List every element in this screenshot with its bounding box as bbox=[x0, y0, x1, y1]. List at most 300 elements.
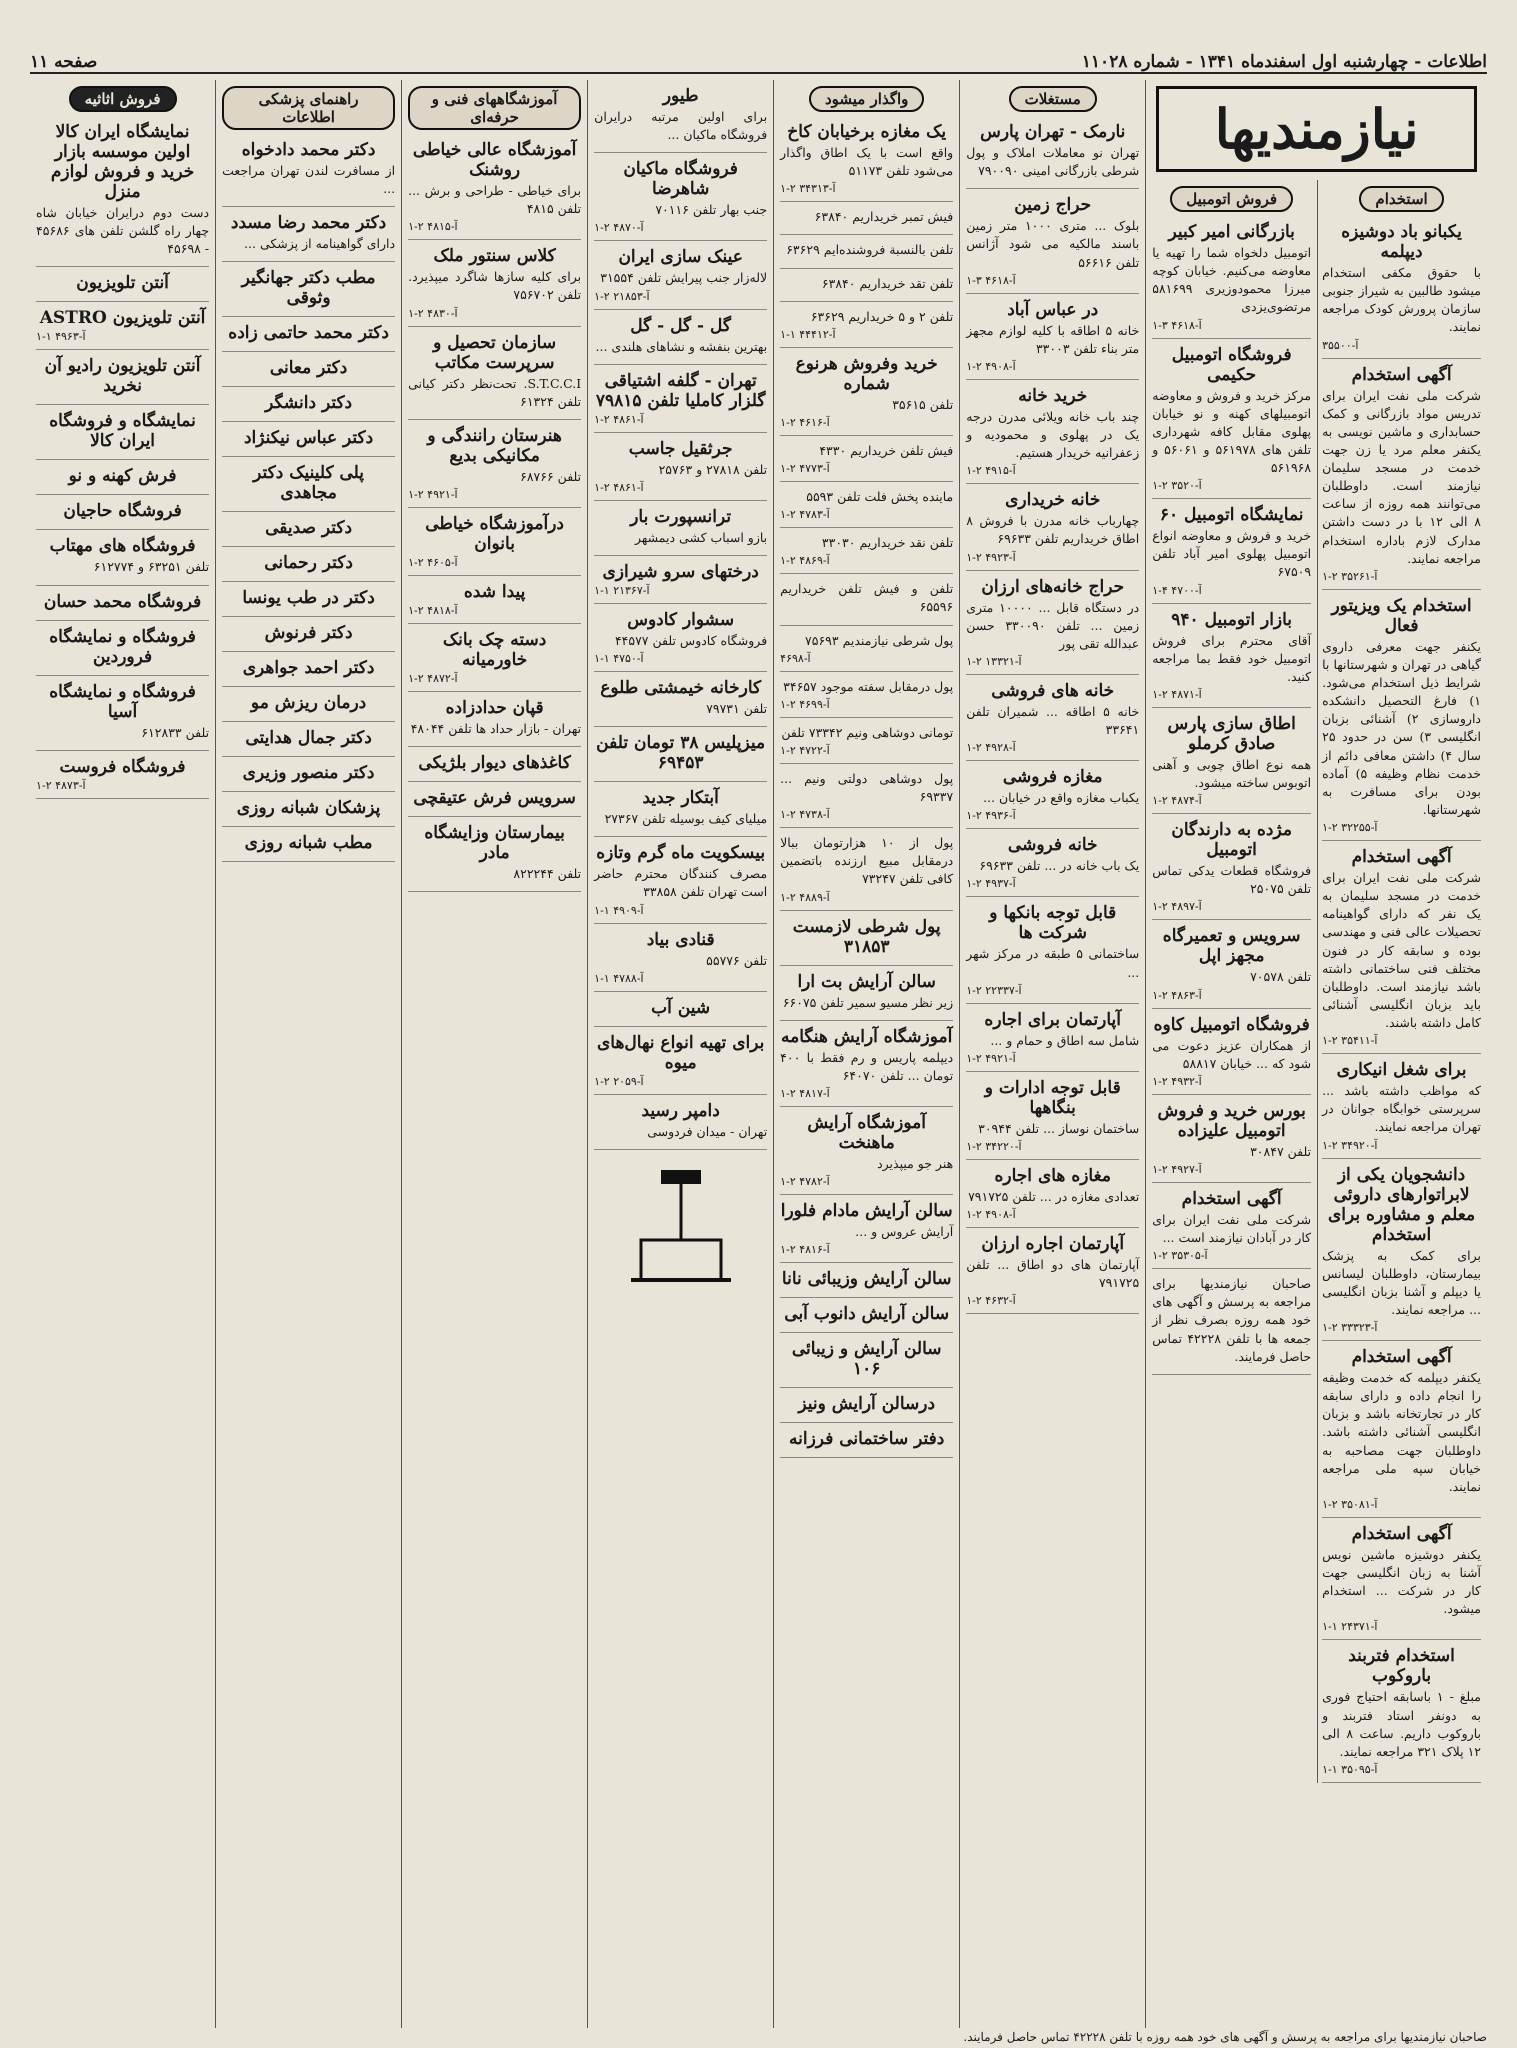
column-1 bbox=[1145, 80, 1487, 2028]
ad-code: آ-۴۸۱۵ ۲-۱ bbox=[408, 220, 458, 234]
ad-code: آ-۴۹۳۷ ۲-۱ bbox=[966, 877, 1016, 891]
classified-ad bbox=[222, 387, 395, 422]
ad-title: خانه های فروشی bbox=[991, 680, 1115, 701]
ad-title: خانه فروشی bbox=[1007, 835, 1098, 856]
classified-ad bbox=[966, 1072, 1139, 1160]
classified-ad bbox=[780, 202, 953, 235]
ad-title: سالن آرایش دانوب آبی bbox=[784, 1304, 950, 1325]
ad-text: پول درمقابل سفته موجود ۳۴۶۵۷ bbox=[783, 678, 954, 694]
classified-ad bbox=[780, 235, 953, 268]
ad-title: دکتر محمد حاتمی زاده bbox=[228, 323, 389, 344]
classified-ad bbox=[966, 1160, 1139, 1228]
classified-ad bbox=[222, 262, 395, 317]
classified-ad bbox=[780, 1333, 953, 1388]
ad-title: درختهای سرو شیرازی bbox=[602, 561, 759, 582]
ad-title: یکبانو باد دوشیزه دیپلمه bbox=[1341, 222, 1462, 262]
classified-ad bbox=[966, 897, 1139, 1003]
ad-title: بورس خرید و فروش اتومبیل علیزاده bbox=[1157, 1100, 1306, 1141]
ad-text: تعدادی مغازه در ... تلفن ۷۹۱۷۲۵ bbox=[968, 1188, 1140, 1204]
ad-code: آ-۴۷۷۳ ۲-۱ bbox=[780, 462, 830, 475]
ad-text: بهترین بنفشه و نشاهای هلندی ... bbox=[595, 338, 768, 354]
ad-title: نمایشگاه و فروشگاه ایران کالا bbox=[49, 411, 196, 452]
ad-code: آ-۴۷۲۲ ۲-۱ bbox=[780, 743, 830, 757]
ad-code: آ-۴۶۹۸ bbox=[780, 651, 811, 665]
ad-text: شامل سه اطاق و حمام و ... bbox=[990, 1032, 1140, 1048]
misc-list bbox=[594, 80, 767, 1150]
ad-title: درمان ریزش مو bbox=[250, 693, 367, 714]
ad-text: تهران - بازار حداد ها تلفن ۴۸۰۴۴ bbox=[410, 720, 582, 736]
classified-ad bbox=[1152, 499, 1311, 603]
car-sales-list bbox=[1152, 216, 1311, 1375]
ad-text: فیش تلفن خریداریم ۴۳۳۰ bbox=[819, 442, 954, 458]
ad-code: آ-۴۹۳۶ ۲-۱ bbox=[966, 809, 1016, 823]
ad-code: آ-۳۵۳۰۵ ۲-۱ bbox=[1152, 1249, 1208, 1263]
ad-text: پول شرطی نیازمندیم ۷۵۶۹۳ bbox=[805, 632, 954, 648]
ad-text: یک باب خانه در ... تلفن ۶۹۶۳۳ bbox=[979, 858, 1140, 874]
ad-text: پول از ۱۰ هزارتومان ببالا درمقابل مبیع ارزنده باتضمین کافی تلفن ۷۳۲۴۷ bbox=[780, 835, 954, 887]
classified-ad bbox=[408, 240, 581, 326]
classified-ad bbox=[36, 676, 209, 751]
ad-text: فروشگاه قطعات یدکی تماس تلفن ۲۵۰۷۵ bbox=[1152, 863, 1312, 897]
classified-ad bbox=[222, 687, 395, 722]
ad-title: آموزشگاه آرایش هنگامه bbox=[781, 1026, 953, 1047]
classified-ad bbox=[780, 1298, 953, 1333]
ad-title: بازرگانی امیر کبیر bbox=[1168, 222, 1295, 242]
classified-ad bbox=[966, 189, 1139, 293]
ad-text: دیپلمه پاریس و رم فقط با ۴۰۰ تومان ... تلفن ۶۴۰۷۰ bbox=[780, 1049, 954, 1083]
ad-title: دکتر منصور وزیری bbox=[242, 763, 375, 784]
ad-text: صاحبان نیازمندیها برای مراجعه به پرسش و آگهی های خود همه روزه بصرف نظر از جمعه ها با تلفن ۴۲۲۲۸ تماس حاصل فرمایند. bbox=[1152, 1276, 1312, 1364]
ad-code: آ-۳۵۰۸۱ ۲-۱ bbox=[1322, 1497, 1378, 1511]
classified-ad bbox=[36, 116, 209, 267]
ad-title: پزشکان شبانه روزی bbox=[236, 798, 381, 819]
classified-ad bbox=[780, 1388, 953, 1423]
ad-text: جنب بهار تلفن ۷۰۱۱۶ bbox=[655, 202, 768, 218]
classified-ad bbox=[36, 350, 209, 405]
ad-title: دکتر رحمانی bbox=[264, 553, 353, 574]
classified-ad bbox=[408, 327, 581, 420]
ad-code: آ-۴۹۳۲ ۲-۱ bbox=[1152, 1074, 1202, 1088]
ad-title: بیمارستان وزایشگاه مادر bbox=[424, 823, 565, 863]
ad-title: آنتن تلویزیون bbox=[76, 273, 169, 294]
column-doctors bbox=[215, 80, 401, 2028]
ad-text: تلفن ۲۷۸۱۸ و ۲۵۷۶۳ bbox=[658, 461, 768, 477]
ad-title: سالن آرایش وزیبائی نانا bbox=[781, 1269, 952, 1290]
ad-text: که مواظب داشته باشد ... سرپرستی خوابگاه جوانان در تهران مراجعه نمایند. bbox=[1322, 1083, 1481, 1135]
ad-title: قابل توجه بانکها و شرکت ها bbox=[989, 903, 1117, 944]
issue-line: اطلاعات - چهارشنبه اول اسفندماه ۱۳۴۱ - شماره ۱۱۰۲۸ bbox=[1081, 52, 1487, 72]
ad-text: دست دوم درایران خیابان شاه چهار راه گلشن تلفن های ۴۵۶۸۶ - ۴۵۶۹۸ bbox=[36, 205, 210, 257]
column-misc bbox=[587, 80, 773, 2028]
classified-ad bbox=[408, 624, 581, 692]
ad-code: آ-۴۸۶۱ ۲-۱ bbox=[594, 412, 644, 426]
ad-code: آ-۴۸۶۱ ۲-۱ bbox=[594, 480, 644, 494]
ad-code: آ-۴۸۹۷ ۲-۱ bbox=[1152, 900, 1202, 914]
ad-code: آ-۳۳۳۲۳ ۲-۱ bbox=[1322, 1321, 1378, 1334]
ad-code: آ-۴۸۱۸ ۲-۱ bbox=[408, 603, 458, 617]
ad-text: شرکت ملی نفت ایران برای تدریس مواد بازرگانی و کمک حسابداری و ماشین نویسی به یکنفر معلم مرد یا زن جهت خدمت در مسجد سلیمان نیازمند است. داوطلبان می‌توانند همه روزه از ساعت ۸ الی ۱۲ با در دست داشتن مدارک لازم باداره استخدام مراجعه نمایند. bbox=[1322, 387, 1481, 566]
ad-text: مبلغ - ۱ باسابقه احتیاج فوری به دونفر استاد فتربند و باروکوب داریم. ساعت ۸ الی ۱۲ پلاک ۳۲۱ مراجعه نمایند. bbox=[1322, 1689, 1481, 1759]
ad-text: یکباب مغازه واقع در خیابان ... bbox=[983, 790, 1140, 806]
ad-title: فروشگاه و نمایشگاه آسیا bbox=[49, 681, 196, 722]
ad-text: آپارتمان های دو اطاق ... تلفن ۷۹۱۷۲۵ bbox=[966, 1257, 1140, 1291]
ad-text: یکنفر دیپلمه که خدمت وظیفه را انجام داده و دارای سابقه کار در تجارتخانه باشد و بزبان انگلیسی آشنائی داشته باشد. داوطلبان جهت مصاحبه به خیابان سپه ملی مراجعه نمایند. bbox=[1322, 1370, 1481, 1494]
ad-title: دکتر عباس نیکنژاد bbox=[243, 428, 374, 449]
classified-ad bbox=[594, 672, 767, 727]
ad-title: دکتر فرنوش bbox=[264, 623, 353, 644]
ad-code: آ-۲۱۸۵۳ ۲-۱ bbox=[594, 289, 650, 303]
ad-text: تلفن بالنسبة فروشنده‌ایم ۶۳۶۲۹ bbox=[786, 242, 954, 258]
classified-ad bbox=[408, 420, 581, 508]
classified-ad bbox=[780, 718, 953, 764]
ad-text: تلفن ۲ و ۵ خریداریم ۶۳۶۲۹ bbox=[810, 308, 954, 324]
ad-title: درسالن آرایش ونیز bbox=[798, 1394, 936, 1415]
ad-title: سازمان تحصیل و سرپرست مکاتب bbox=[433, 332, 557, 373]
ad-title: خانه خریداری bbox=[1005, 490, 1101, 511]
ad-text: شرکت ملی نفت ایران برای خدمت در مسجد سلیمان به یک نفر که دارای گواهینامه تحصیلات عالی فنی و مهندسی بوده و سابقه کار در فنون مختلف فنی ساختمانی داشته باشد نیازمند است. داوطلبان باید بزبان انگلیسی آشنائی کامل داشته باشند. bbox=[1322, 870, 1481, 1030]
classified-ad bbox=[1322, 590, 1481, 841]
transfer-list bbox=[780, 116, 953, 1458]
classified-ad bbox=[780, 348, 953, 436]
ad-code: آ-۴۸۷۰ ۲-۱ bbox=[594, 221, 644, 235]
ad-code: آ-۴۹۲۷ ۲-۱ bbox=[1152, 1162, 1202, 1176]
furniture-list bbox=[36, 116, 209, 799]
ad-code: آ-۲۲۳۳۷ ۲-۱ bbox=[966, 983, 1022, 997]
scale-icon bbox=[611, 1160, 751, 1300]
classified-ad bbox=[780, 1195, 953, 1263]
classified-ad bbox=[780, 911, 953, 966]
classified-ad bbox=[594, 992, 767, 1027]
ad-title: کلاس سنتور ملک bbox=[433, 246, 556, 267]
classified-ad bbox=[780, 1423, 953, 1458]
ad-text: چند باب خانه ویلائی مدرن درجه یک در پهلوی و محمودیه و زعفرانیه خریدار هستیم. bbox=[966, 408, 1140, 461]
classified-ad bbox=[1152, 1095, 1311, 1183]
ad-code: آ-۴۸۷۴ ۲-۱ bbox=[1152, 794, 1202, 808]
columns bbox=[30, 80, 1487, 2028]
classified-ad bbox=[780, 302, 953, 348]
classified-ad bbox=[594, 924, 767, 992]
column-furniture bbox=[30, 80, 215, 2028]
ad-code: آ-۲۱۳۶۷ ۱-۱ bbox=[594, 583, 650, 597]
footer-note: صاحبان نیازمندیها برای مراجعه به پرسش و آگهی های خود همه روزه با تلفن ۴۲۲۲۸ تماس حاصل فرمایند. bbox=[963, 2030, 1487, 2044]
ad-title: آموزشگاه آرایش ماهنخت bbox=[807, 1112, 926, 1153]
classified-ad bbox=[966, 380, 1139, 484]
ad-text: تهران - میدان فردوسی bbox=[647, 1123, 768, 1139]
classified-ad bbox=[780, 1107, 953, 1195]
ad-code: آ-۳۵۲۰ ۲-۱ bbox=[1152, 479, 1202, 493]
ad-title: مطب دکتر جهانگیر وثوقی bbox=[241, 268, 376, 309]
ad-code: آ-۴۹۲۳ ۲-۱ bbox=[966, 550, 1016, 564]
ad-text: برای کلیه سازها شاگرد میپذیرد. تلفن ۷۵۶۷۰۲ bbox=[408, 269, 582, 303]
ad-title: مژده به دارندگان اتومبیل bbox=[1171, 820, 1292, 861]
ad-title: عینک سازی ایران bbox=[618, 247, 743, 268]
section-schools: آموزشگاههای فنی و حرفه‌ای bbox=[408, 86, 581, 130]
classified-ad bbox=[966, 1228, 1139, 1314]
ad-code: آ-۴۴۴۱۲ ۱-۱ bbox=[780, 327, 836, 341]
classified-ad bbox=[780, 436, 953, 482]
ad-title: بیسکویت ماه گرم وتازه bbox=[596, 843, 766, 864]
section-car-sales: فروش اتومبیل bbox=[1170, 186, 1293, 212]
classified-ad bbox=[222, 757, 395, 792]
classified-ad bbox=[1152, 708, 1311, 814]
ad-title: سشوار کادوس bbox=[627, 609, 735, 630]
ad-title: آپارتمان اجاره ارزان bbox=[981, 1234, 1125, 1254]
ad-code: آ-۴۹۶۳ ۱-۱ bbox=[36, 330, 86, 344]
ad-code: آ-۴۹۰۸ ۲-۱ bbox=[966, 359, 1016, 373]
ad-code: آ-۴۸۶۳ ۲-۱ bbox=[1152, 988, 1202, 1002]
ad-code: آ-۴۷۵۰ ۱-۱ bbox=[594, 652, 644, 665]
classified-ad bbox=[594, 556, 767, 604]
ad-title: در عباس آباد bbox=[1007, 299, 1099, 320]
section-property: مستغلات bbox=[1009, 86, 1097, 112]
column-transfer bbox=[773, 80, 959, 2028]
schools-list bbox=[408, 134, 581, 892]
ad-text: خانه ۵ اطاقه ... شمیران تلفن ۳۳۶۴۱ bbox=[966, 703, 1140, 737]
ad-title: خرید وفروش هرنوع شماره bbox=[795, 353, 938, 394]
ad-title: پول شرطی لازمست ۳۱۸۵۳ bbox=[792, 916, 941, 957]
ad-code: آ-۴۸۶۹ ۲-۱ bbox=[780, 554, 830, 568]
ad-title: فروشگاه اتومبیل حکیمی bbox=[1171, 344, 1292, 385]
ad-title: فروشگاه اتومبیل کاوه bbox=[1153, 1014, 1310, 1035]
ad-code: آ-۴۸۷۳ ۲-۱ bbox=[36, 778, 86, 792]
classified-ad bbox=[594, 837, 767, 923]
classified-ad bbox=[966, 484, 1139, 570]
classified-ad bbox=[36, 460, 209, 495]
ad-text: ماینده پخش فلت تلفن ۵۵۹۳ bbox=[806, 489, 954, 504]
ad-title: کاغذهای دیوار بلژیکی bbox=[418, 753, 571, 773]
ad-text: تلفن ۳۵۶۱۵ bbox=[892, 396, 954, 412]
ad-title: فروشگاه فروست bbox=[59, 756, 186, 777]
ad-title: استخدام یک ویزیتور فعال bbox=[1331, 595, 1472, 636]
classified-ad bbox=[780, 482, 953, 528]
ad-title: دسته چک بانک خاورمیانه bbox=[442, 629, 547, 670]
classified-ad bbox=[780, 528, 953, 574]
ad-text: چهارباب خانه مدرن با فروش ۸ اطاق خریداریم تلفن ۶۹۶۳۳ bbox=[966, 513, 1140, 547]
classified-ad bbox=[408, 134, 581, 240]
classified-ad bbox=[408, 782, 581, 817]
classified-ad bbox=[1152, 339, 1311, 500]
ad-title: سرویس و تعمیرگاه مجهز اپل bbox=[1162, 926, 1301, 967]
ad-code: آ-۴۹۰۸ ۲-۱ bbox=[966, 1208, 1016, 1221]
classified-ad bbox=[966, 294, 1139, 380]
ad-title: دفتر ساختمانی فرزانه bbox=[789, 1429, 945, 1450]
ad-text: تلفن ۷۹۷۳۱ bbox=[706, 701, 768, 716]
ad-code: آ-۳۴۳۱۳ ۲-۱ bbox=[780, 182, 836, 196]
ad-title: فروشگاه حاجیان bbox=[63, 501, 182, 522]
ad-text: مرکز خرید و فروش و معاوضه اتومبیلهای کهنه و نو خیابان پهلوی مقابل کافه شهرداری تلفن های ۵۶۱۹۷۸ و ۵۶۰۶۱ و ۵۶۱۹۶۸ bbox=[1152, 387, 1312, 475]
ad-title: سالن آرایش و زیبائی ۱۰۶ bbox=[791, 1339, 942, 1380]
ad-text: خانه ۵ اطاقه با کلیه لوازم مجهز متر بناء تلفن ۳۳۰۰۳ bbox=[966, 322, 1140, 356]
classified-ad bbox=[222, 722, 395, 757]
classified-ad bbox=[408, 692, 581, 747]
ad-code: آ-۴۶۱۶ ۲-۱ bbox=[780, 415, 830, 429]
ad-text: تلفن ۶۳۲۵۱ و ۶۱۲۷۷۴ bbox=[93, 559, 210, 575]
classified-ad bbox=[966, 1004, 1139, 1072]
ad-title: ترانسپورت بار bbox=[630, 506, 732, 527]
ad-title: قابل توجه ادارات و بنگاهها bbox=[984, 1077, 1121, 1118]
classified-ad bbox=[36, 530, 209, 585]
ad-title: آگهی استخدام bbox=[1351, 847, 1452, 867]
classified-ad bbox=[966, 675, 1139, 761]
ad-text: با حقوق مکفی استخدام میشود طالبین به شیراز جنوبی سازمان پرورش کودک مراجعه نمایند. bbox=[1322, 265, 1481, 335]
ad-code: آ-۳۵۵۰۰ bbox=[1322, 338, 1359, 352]
ad-title: برای شغل انیکاری bbox=[1336, 1060, 1467, 1081]
ad-code: آ-۲۰۵۹ ۲-۱ bbox=[594, 1074, 644, 1088]
ad-text: تلفن ۸۲۲۲۴۴ bbox=[513, 866, 582, 881]
classified-ad bbox=[222, 352, 395, 387]
ad-title: اطاق سازی پارس صادق کرملو bbox=[1167, 713, 1296, 754]
classified-ad bbox=[408, 508, 581, 576]
ad-code: آ-۴۶۰۵ ۲-۱ bbox=[408, 555, 458, 569]
ad-title: فروشگاه ماکیان شاهرضا bbox=[623, 159, 738, 200]
classified-ad bbox=[222, 582, 395, 617]
ad-title: آگهی استخدام bbox=[1181, 1188, 1282, 1209]
ad-title: دکتر احمد جواهری bbox=[242, 658, 375, 679]
classified-ad bbox=[780, 269, 953, 302]
ad-title: برای تهیه انواع نهال‌های میوه bbox=[596, 1032, 765, 1073]
ad-text: فیش تمبر خریداریم ۶۳۸۴۰ bbox=[814, 209, 954, 225]
ad-text: از مسافرت لندن تهران مراجعت ... bbox=[222, 163, 396, 197]
ad-code: آ-۳۲۲۵۵ ۲-۱ bbox=[1322, 821, 1378, 834]
ad-text: پول دوشاهی دولتی ونیم ... ۶۹۳۳۷ bbox=[780, 770, 954, 804]
ad-text: تلفن ۷۰۵۷۸ bbox=[1250, 969, 1312, 985]
ad-title: هنرستان رانندگی و مکانیکی بدیع bbox=[427, 425, 562, 466]
ad-code: آ-۴۹۱۵ ۲-۱ bbox=[966, 464, 1016, 478]
ad-title: کارخانه خیمشتی طلوع bbox=[600, 678, 762, 698]
ad-title: یک مغازه برخیابان کاخ bbox=[787, 122, 947, 142]
ad-code: آ-۴۸۸۹ ۲-۱ bbox=[780, 890, 830, 904]
classified-ad bbox=[594, 433, 767, 501]
classified-ad bbox=[1152, 1269, 1311, 1375]
classified-ad bbox=[222, 422, 395, 457]
classified-ad bbox=[780, 1021, 953, 1107]
ad-text: تلفن ۵۵۷۷۶ bbox=[706, 952, 768, 968]
classified-ad bbox=[780, 574, 953, 625]
ad-text: آقای محترم برای فروش اتومبیل خود فقط بما مراجعه کنید. bbox=[1152, 632, 1312, 684]
ad-text: برای خیاطی - طراحی و برش ... تلفن ۴۸۱۵ bbox=[408, 183, 582, 217]
ad-title: گل - گل - گل bbox=[630, 315, 731, 336]
classified-ad bbox=[594, 80, 767, 153]
ad-title: تهران - گلفه اشتیاقی گلزار کاملیا تلفن ۷۹۸۱۵ bbox=[595, 370, 766, 411]
ad-title: قپان حدادزاده bbox=[445, 697, 544, 718]
ad-title: حراج خانه‌های ارزان bbox=[981, 576, 1125, 597]
property-list bbox=[966, 116, 1139, 1314]
doctors-list bbox=[222, 134, 395, 862]
ad-text: خرید و فروش و معاوضه انواع اتومبیل پهلوی امیر آباد تلفن ۶۷۵۰۹ bbox=[1152, 528, 1312, 580]
ad-title: فروشگاه محمد حسان bbox=[43, 591, 202, 612]
ad-title: دکتر معانی bbox=[269, 358, 348, 379]
ad-code: آ-۴۸۷۱ ۲-۱ bbox=[1152, 687, 1202, 701]
ad-code: آ-۳۵۰۹۵ ۱-۱ bbox=[1322, 1762, 1378, 1776]
ad-code: آ-۴۶۹۹ ۲-۱ bbox=[780, 697, 830, 711]
classified-ad bbox=[36, 495, 209, 530]
classified-ad bbox=[36, 302, 209, 350]
classified-ad bbox=[222, 547, 395, 582]
classified-ad bbox=[966, 571, 1139, 675]
ad-text: بلوک ... متری ۱۰۰۰ متر زمین باسند مالکیه می شود آژانس تلفن ۵۶۶۱۶ bbox=[966, 218, 1140, 270]
ad-title: سالن آرایش مادام فلورا bbox=[780, 1201, 953, 1221]
classified-ad bbox=[36, 586, 209, 621]
ad-title: دکتر محمد رضا مسدد bbox=[230, 213, 387, 234]
classified-ad bbox=[966, 116, 1139, 189]
classified-ad bbox=[780, 764, 953, 828]
ad-title: آگهی استخدام bbox=[1351, 1523, 1452, 1544]
classified-ad bbox=[222, 317, 395, 352]
ad-text: ساختمان نوساز ... تلفن ۳۰۹۴۴ bbox=[978, 1120, 1140, 1136]
ad-text: مصرف کنندگان محترم حاضر است تهران تلفن ۳۳۸۵۸ bbox=[594, 866, 768, 900]
ad-title: پیدا شده bbox=[463, 581, 526, 602]
ad-text: تلفن ۶۸۷۶۶ bbox=[520, 468, 582, 484]
ad-code: آ-۴۸۳۰ ۲-۱ bbox=[408, 306, 458, 320]
ad-title: مغازه های اجاره bbox=[994, 1165, 1111, 1186]
classified-ad bbox=[36, 621, 209, 676]
ad-text: تلفن ۶۱۲۸۳۳ bbox=[141, 724, 210, 740]
ad-code: آ-۳۴۹۲۰ ۲-۱ bbox=[1322, 1138, 1378, 1152]
classified-ad bbox=[1322, 1640, 1481, 1783]
classified-ad bbox=[36, 405, 209, 460]
ad-code: آ-۴۷۰۰ ۴-۱ bbox=[1152, 583, 1202, 597]
ad-title: مغازه فروشی bbox=[1002, 767, 1103, 788]
ad-title: دانشجویان یکی از لابراتوارهای داروئی معلم و مشاوره برای استخدام bbox=[1327, 1164, 1476, 1245]
classified-ad bbox=[594, 365, 767, 433]
ad-code: آ-۴۸۷۲ ۲-۱ bbox=[408, 671, 458, 685]
ad-code: آ-۴۹۲۱ ۲-۱ bbox=[408, 487, 458, 501]
ad-text: اتومبیل دلخواه شما را تهیه یا معاوضه می‌کنیم. خیابان کوچه میرزا محمودوزیری ۵۸۱۶۹۹ مرتضوی‌یزدی bbox=[1152, 245, 1312, 315]
ad-title: آپارتمان برای اجاره bbox=[984, 1009, 1121, 1030]
column-property bbox=[959, 80, 1145, 2028]
ad-text: ساختمانی ۵ طبقه در مرکز شهر ... bbox=[966, 946, 1140, 980]
ad-title: آگهی استخدام bbox=[1351, 364, 1452, 385]
ad-title: سرویس فرش عتیقچی bbox=[413, 788, 576, 808]
ad-code: آ-۴۷۸۲ ۲-۱ bbox=[780, 1175, 830, 1188]
classified-ad bbox=[966, 761, 1139, 829]
ad-code: آ-۲۴۳۷۱ ۱-۱ bbox=[1322, 1620, 1378, 1634]
classified-ad bbox=[222, 652, 395, 687]
ad-title: نمایشگاه اتومبیل ۶۰ bbox=[1159, 505, 1304, 526]
classified-ad bbox=[594, 782, 767, 837]
classified-ad bbox=[222, 617, 395, 652]
classified-ad bbox=[594, 310, 767, 365]
classified-ad bbox=[1152, 604, 1311, 708]
ad-title: درآموزشگاه خیاطی بانوان bbox=[425, 513, 564, 554]
ad-code: آ-۳۴۲۲۰ ۲-۱ bbox=[966, 1139, 1022, 1153]
classified-ad bbox=[780, 828, 953, 910]
ad-text: یکنفر دوشیزه ماشین نویس آشنا به زبان انگلیسی جهت کار در شرکت ... استخدام میشود. bbox=[1322, 1546, 1481, 1617]
ad-text: تلفن تقد خریداریم ۶۳۸۴۰ bbox=[821, 275, 954, 291]
section-furniture: فروش اثاثیه bbox=[69, 86, 177, 112]
ad-code: آ-۳۵۲۶۱ ۲-۱ bbox=[1322, 569, 1378, 583]
ad-title: خرید خانه bbox=[1018, 385, 1088, 406]
ad-code: آ-۴۹۲۸ ۲-۱ bbox=[966, 741, 1016, 755]
ad-code: آ-۴۶۱۸ ۳-۱ bbox=[1152, 318, 1202, 332]
ad-code: آ-۳۵۴۱۱ ۲-۱ bbox=[1322, 1034, 1378, 1048]
ad-text: یکنفر جهت معرفی داروی گیاهی در تهران و شهرستانها با شرایط ذیل استخدام می‌شود. ۱) فارغ التحصیل دانشکده داروسازی ۲) آشنائی بزبان انگلیسی ۳) سن در حدود ۲۵ سال ۴) داشتن معافی دائم از خدمت نظام وظیفه ۵) آماده بودن برای مسافرت به شهرستانها. bbox=[1322, 638, 1481, 817]
ad-title: نارمک - تهران پارس bbox=[980, 122, 1126, 142]
ad-text: دارای گواهینامه از پزشکی ... bbox=[244, 236, 396, 252]
ad-code: آ-۴۹۲۱ ۲-۱ bbox=[966, 1051, 1016, 1065]
classified-ad bbox=[1322, 216, 1481, 359]
ad-title: جرثقیل جاسب bbox=[628, 438, 733, 459]
ad-code: آ-۱۳۳۲۱ ۲-۱ bbox=[966, 654, 1022, 668]
ad-title: بازار اتومبیل ۹۴۰ bbox=[1171, 609, 1293, 630]
ad-title: فرش کهنه و نو bbox=[68, 466, 177, 487]
classified-ad bbox=[780, 966, 953, 1021]
classified-ad bbox=[1152, 216, 1311, 339]
section-employment: استخدام bbox=[1359, 186, 1443, 212]
classified-ad bbox=[222, 792, 395, 827]
ad-text: در دستگاه قابل ... ۱۰۰۰۰ متری زمین ... تلفن ۳۳۰۰۹۰ حسن عبدالله تقی پور bbox=[966, 599, 1140, 651]
classified-ad bbox=[222, 512, 395, 547]
